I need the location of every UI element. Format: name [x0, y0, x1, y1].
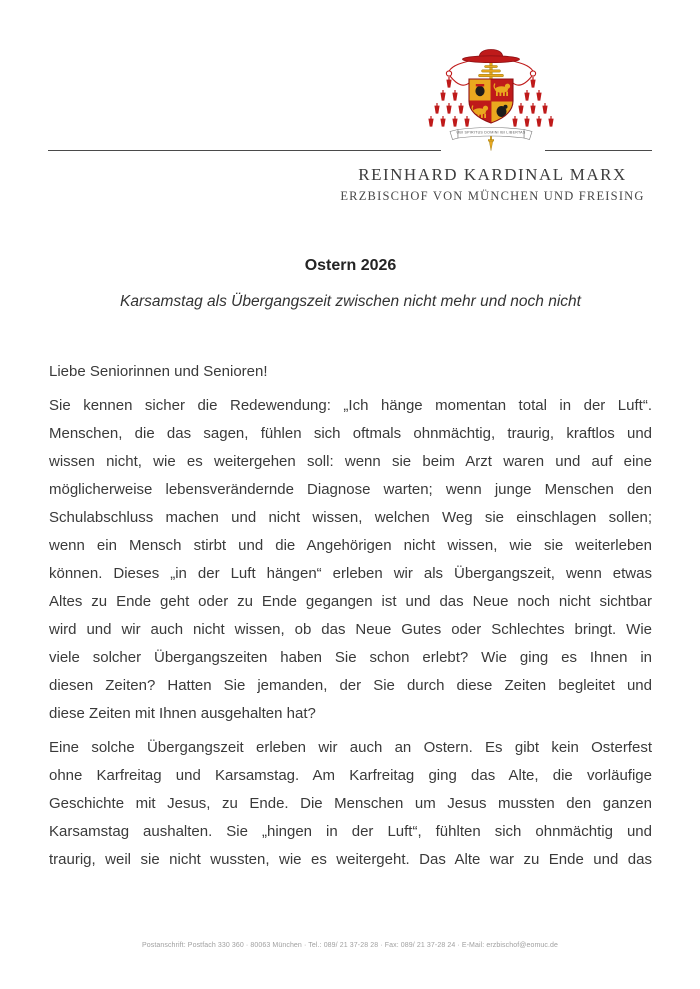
shield: [469, 79, 513, 125]
text-line: ohne Karfreitag und Karsamstag. Am Karfreitag ging das Alte, die vorläufige: [49, 767, 652, 784]
text-line: diese Zeiten mit Ihnen ausgehalten hat?: [49, 705, 316, 722]
letter-body: [49, 256, 652, 874]
text-line: diesen Zeiten? Hatten Sie jemanden, der Sie durch diese Zeiten begleitet und: [49, 677, 652, 694]
footer-address: Postanschrift: Postfach 330 360 · 80063 München · Tel.: 089/ 21 37-28 28 · Fax: 089/ 21 37-28 24 · E-Mail: erzbischof@eomuc.de: [141, 942, 559, 949]
document-subtitle: Karsamstag als Übergangszeit zwischen nicht mehr und noch nicht: [120, 293, 581, 310]
text-line: Menschen, die das sagen, fühlen sich oftmals ohnmächtig, traurig, kraftlos und: [49, 425, 652, 442]
paragraph: [49, 392, 652, 728]
sender-block: [300, 165, 685, 204]
text-line: möglicherweise lebensverändernde Diagnose warten; wenn junge Menschen den: [49, 481, 652, 498]
greeting-line: Liebe Seniorinnen und Senioren!: [49, 363, 268, 380]
staff-tip-icon: [488, 137, 494, 151]
tassels-right-icon: [512, 77, 553, 127]
text-line: traurig, weil sie nicht wussten, wie es weitergeht. Das Alte war zu Ende und das: [49, 851, 652, 868]
text-line: viele solcher Übergangszeiten haben Sie schon erlebt? Wie ging es Ihnen in: [49, 649, 652, 666]
text-line: können. Dieses „in der Luft hängen“ erleben wir als Übergangszeit, wenn etwas: [49, 565, 652, 582]
tassels-left-icon: [428, 77, 469, 127]
text-line: Altes zu Ende geht oder zu Ende gegangen ist und das Neue noch nicht sichtbar: [49, 593, 652, 610]
text-line: wissen nicht, wie es weitergehen soll: wenn sie beim Arzt waren und auf eine: [49, 453, 652, 470]
motto-text: UBI SPIRITUS DOMINI IBI LIBERTAS: [456, 130, 526, 135]
text-line: Geschichte mit Jesus, zu Ende. Die Menschen um Jesus mussten den ganzen: [49, 795, 652, 812]
sender-name: REINHARD KARDINAL MARX: [358, 165, 627, 184]
text-line: Schulabschluss machen und nicht wissen, welchen Weg sie einschlagen sollen;: [49, 509, 652, 526]
coat-of-arms: [428, 46, 560, 158]
text-line: wenn ein Mensch stirbt und die Angehörigen nicht wissen, wie sie weiterleben: [49, 537, 652, 554]
text-line: Eine solche Übergangszeit erleben wir auch an Ostern. Es gibt kein Osterfest: [49, 739, 652, 756]
document-title: Ostern 2026: [304, 257, 397, 274]
text-line: wird und wir auch nicht wissen, ob das Neue Gutes oder Schlechtes bringt. Wie: [49, 621, 652, 638]
paragraph: [49, 734, 652, 874]
sender-title: ERZBISCHOF VON MÜNCHEN UND FREISING: [340, 189, 645, 203]
header-rule-right: [545, 150, 652, 151]
galero-hat-icon: [463, 50, 520, 63]
body-paragraphs: [49, 392, 652, 874]
text-line: Sie kennen sicher die Redewendung: „Ich hänge momentan total in der Luft“.: [49, 397, 652, 414]
text-line: Karsamstag aushalten. Sie „hingen in der Luft“, fühlten sich ohnmächtig und: [49, 823, 652, 840]
header-rule-left: [48, 150, 441, 151]
moor-head-charge: [475, 84, 484, 96]
coat-of-arms-graphic: [428, 46, 560, 158]
